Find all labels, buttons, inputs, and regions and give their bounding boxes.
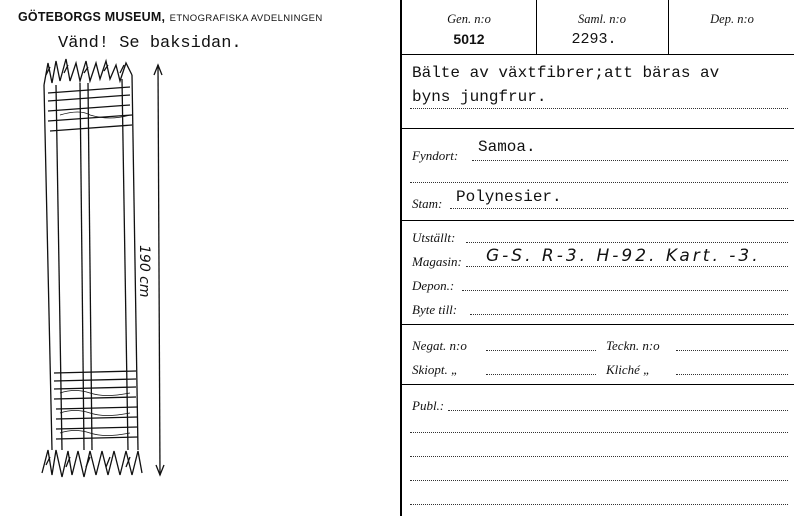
byte-label: Byte till: [412, 302, 458, 317]
teckn-rule [676, 350, 788, 351]
magasin-value: G-S. R-3. H-92. Kart. -3. [486, 246, 761, 266]
depon-label: Depon.: [412, 278, 455, 293]
description-rule [410, 108, 788, 109]
fyndort-value: Samoa. [478, 138, 536, 156]
negat-rule [486, 350, 596, 351]
stam-value: Polynesier. [456, 188, 562, 206]
depon-rule [462, 290, 788, 291]
header-divider [402, 54, 794, 55]
sketch-dimension-label: 190 cm [136, 245, 152, 298]
fyndort-rule-2 [410, 182, 788, 183]
turn-over-note: Vänd! Se baksidan. [58, 34, 242, 53]
kliche-label: Kliché „ [606, 362, 651, 377]
saml-label: Saml. n:o [578, 12, 626, 26]
utstallt-label: Utställt: [412, 230, 456, 245]
magasin-rule [466, 266, 788, 267]
skiopt-rule [486, 374, 596, 375]
description-divider [402, 128, 794, 129]
gen-number-cell [402, 0, 537, 54]
negat-divider [402, 384, 794, 385]
utstallt-rule [466, 242, 788, 243]
dep-label: Dep. n:o [710, 12, 754, 26]
publ-rule-3 [410, 456, 788, 457]
fyndort-label: Fyndort: [412, 148, 459, 163]
magasin-label: Magasin: [412, 254, 462, 269]
publ-rule-1 [448, 410, 788, 411]
saml-value: 2293. [571, 31, 617, 48]
publ-label: Publ.: [412, 398, 445, 413]
department-name: ETNOGRAFISKA AVDELNINGEN [169, 13, 323, 24]
description-line-1: Bälte av växtfibrer;att bäras av [412, 64, 720, 82]
stam-label: Stam: [412, 196, 443, 211]
publ-rule-4 [410, 480, 788, 481]
kliche-rule [676, 374, 788, 375]
publ-rule-5 [410, 504, 788, 505]
dep-number-cell [668, 0, 796, 54]
storage-divider [402, 324, 794, 325]
museum-name: GÖTEBORGS MUSEUM, [18, 10, 166, 24]
museum-header [18, 8, 323, 26]
byte-rule [470, 314, 788, 315]
catalog-card [400, 0, 794, 516]
stam-divider [402, 220, 794, 221]
saml-number-cell [536, 0, 669, 54]
fyndort-rule [472, 160, 788, 161]
teckn-label: Teckn. n:o [606, 338, 660, 353]
description-line-2: byns jungfrur. [412, 88, 547, 106]
skiopt-label: Skiopt. „ [412, 362, 459, 377]
stam-rule [450, 208, 788, 209]
publ-rule-2 [410, 432, 788, 433]
negat-label: Negat. n:o [412, 338, 467, 353]
gen-label: Gen. n:o [447, 12, 491, 26]
gen-value: 5012 [453, 31, 485, 47]
